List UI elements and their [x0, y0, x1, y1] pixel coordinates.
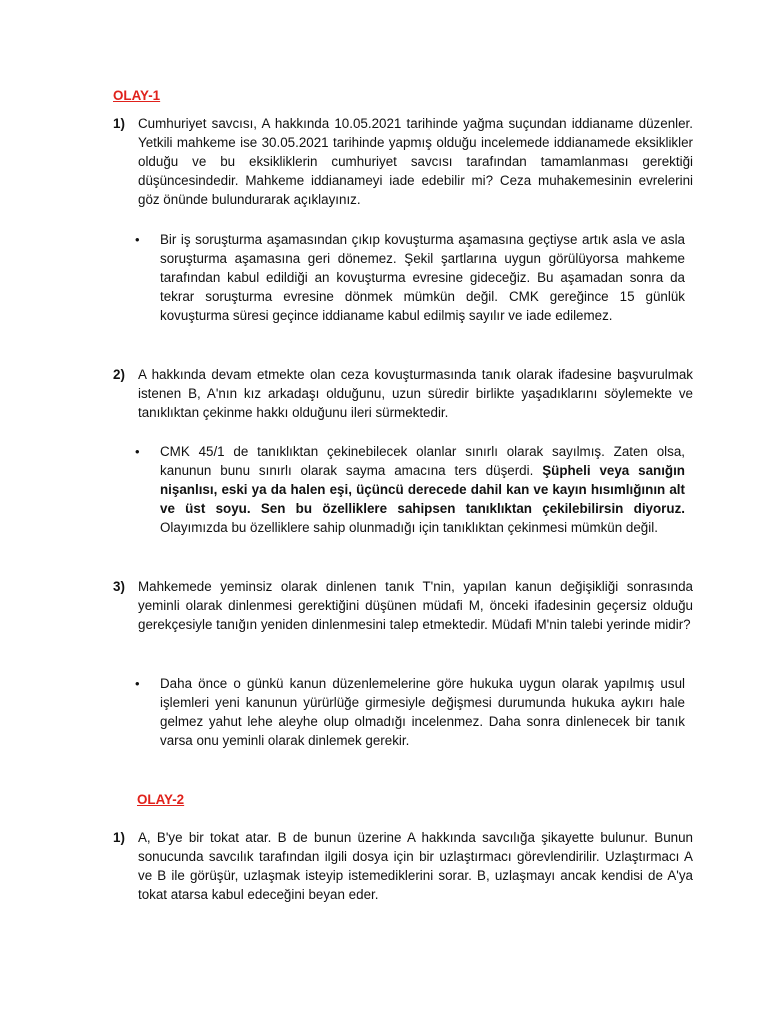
olay1-question-1	[113, 114, 693, 209]
olay2-question-1	[113, 828, 693, 904]
question-text: Cumhuriyet savcısı, A hakkında 10.05.2021 tarihinde yağma suçundan iddianame düzenler. Yetkili mahkeme ise 30.05.2021 tarihinde yapmış olduğu incelemede iddianamede eksiklikler olduğu ve bu eksikliklerin cumhuriyet savcısı tarafından tamamlanması gerektiği düşüncesindedir. Mahkeme iddianameyi iade edebilir mi? Ceza muhakemesinin evrelerini göz önünde bulundurarak açıklayınız.	[138, 116, 693, 207]
olay1-answer-3	[135, 674, 685, 750]
answer-text	[160, 442, 685, 537]
olay1-question-3	[113, 577, 693, 634]
olay1-question-2	[113, 365, 693, 422]
answer-text-part2: Olayımızda bu özelliklere sahip olunmadığı için tanıklıktan çekinmesi mümkün değil.	[160, 520, 658, 535]
question-text: A, B'ye bir tokat atar. B de bunun üzerine A hakkında savcılığa şikayette bulunur. Bunun sonucunda savcılık tarafından ilgili dosya için bir uzlaştırmacı görevlendirilir. Uzlaştırmacı A ve B ile görüşür, uzlaşmak isteyip istemediklerini sorar. B, uzlaşmayı ancak kendisi de A'ya tokat atarsa kabul edeceğini beyan eder.	[138, 830, 693, 902]
question-number: 2)	[113, 367, 125, 382]
answer-text: Bir iş soruşturma aşamasından çıkıp kovuşturma aşamasına geçtiyse artık asla ve asla soruşturma aşamasına geri dönemez. Şekil şartlarına uygun görülüyorsa mahkeme tarafından kabul edildiği an kovuşturma evresine gideceğiz. Bu aşamadan sonra da tekrar soruşturma evresine dönmek mümkün değil. CMK gereğince 15 günlük kovuşturma süresi geçince iddianame kabul edilmiş sayılır ve iade edilemez.	[160, 232, 685, 323]
question-number: 1)	[113, 830, 125, 845]
question-number: 3)	[113, 579, 125, 594]
bullet-icon: •	[135, 676, 140, 691]
answer-text-bold: Şüpheli veya sanığın nişanlısı, eski ya da halen eşi, üçüncü derecede dahil kan ve kayın hısımlığının alt ve üst soyu. Sen bu özelliklere sahipsen tanıklıktan çekilebilirsin diyoruz.	[160, 463, 685, 516]
bullet-icon: •	[135, 232, 140, 247]
olay2-heading: OLAY-2	[137, 792, 185, 807]
bullet-icon: •	[135, 444, 140, 459]
olay1-answer-1	[135, 230, 685, 325]
olay1-answer-2	[135, 442, 685, 537]
question-number: 1)	[113, 116, 125, 131]
olay1-heading: OLAY-1	[113, 88, 161, 103]
answer-text-part1: CMK 45/1 de tanıklıktan çekinebilecek olanlar sınırlı olarak sayılmış. Zaten olsa, kanunun bunu sınırlı olarak sayma amacına ters düşerdi.	[160, 444, 685, 478]
question-text: A hakkında devam etmekte olan ceza kovuşturmasında tanık olarak ifadesine başvurulmak istenen B, A'nın kız arkadaşı olduğunu, uzun süredir birlikte yaşadıklarını söylemekte ve tanıklıktan çekinme hakkı olduğunu ileri sürmektedir.	[138, 367, 693, 420]
question-text: Mahkemede yeminsiz olarak dinlenen tanık T'nin, yapılan kanun değişikliği sonrasında yeminli olarak dinlenmesi gerektiğini düşünen müdafi M, önceki ifadesinin geçersiz olduğu gerekçesiyle tanığın yeniden dinlenmesini talep etmektedir. Müdafi M'nin talebi yerinde midir?	[138, 579, 693, 632]
answer-text: Daha önce o günkü kanun düzenlemelerine göre hukuka uygun olarak yapılmış usul işlemleri yeni kanunun yürürlüğe girmesiyle değişmesi durumunda hukuka aykırı hale gelmez yahut lehe aleyhe olup olmadığı incelenmez. Daha sonra dinlenecek bir tanık varsa onu yeminli olarak dinlemek gerekir.	[160, 676, 685, 748]
